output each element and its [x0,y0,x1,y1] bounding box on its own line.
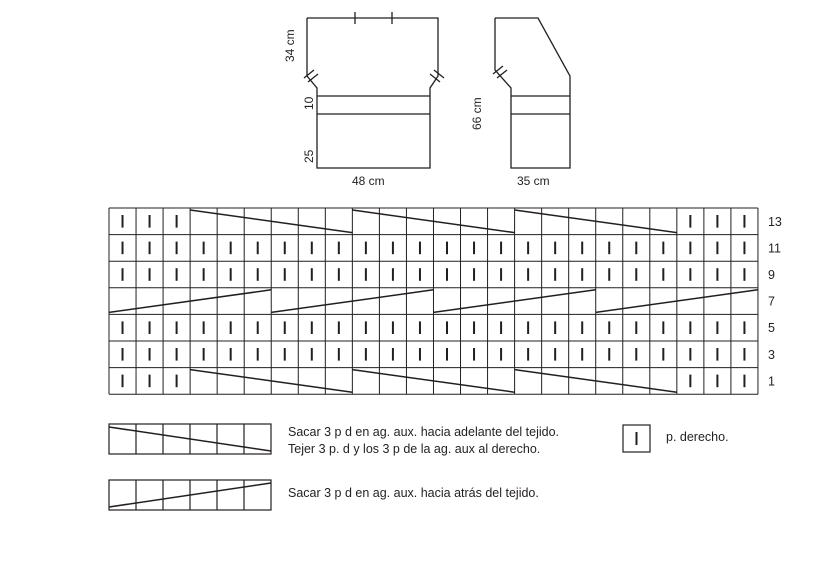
row-number: 13 [767,214,782,229]
legend-front-cable-line2: Tejer 3 p. d y los 3 p de la ag. aux al derecho. [288,442,541,456]
row-number: 5 [767,321,775,336]
legend-knit-symbol [622,424,652,454]
legend-knit-label: p. derecho. [666,430,729,444]
row-number: 3 [767,347,775,362]
sleeve-width-label: 35 cm [517,174,550,188]
legend-back-cable-symbol [108,479,274,513]
body-middle-height-label: 10 [302,96,316,110]
body-bottom-height-label: 25 [302,149,316,163]
legend-front-cable-symbol [108,423,274,457]
row-number: 7 [767,294,775,309]
legend-front-cable-line1: Sacar 3 p d en ag. aux. hacia adelante del tejido. [288,425,560,439]
row-number: 11 [767,241,781,256]
row-number: 1 [767,374,775,389]
body-top-height-label: 34 cm [283,29,297,62]
row-number: 9 [767,268,775,282]
legend-back-cable-line1: Sacar 3 p d en ag. aux. hacia atrás del tejido. [288,486,539,500]
body-width-label: 48 cm [352,174,385,188]
sleeve-height-label: 66 cm [470,97,484,130]
